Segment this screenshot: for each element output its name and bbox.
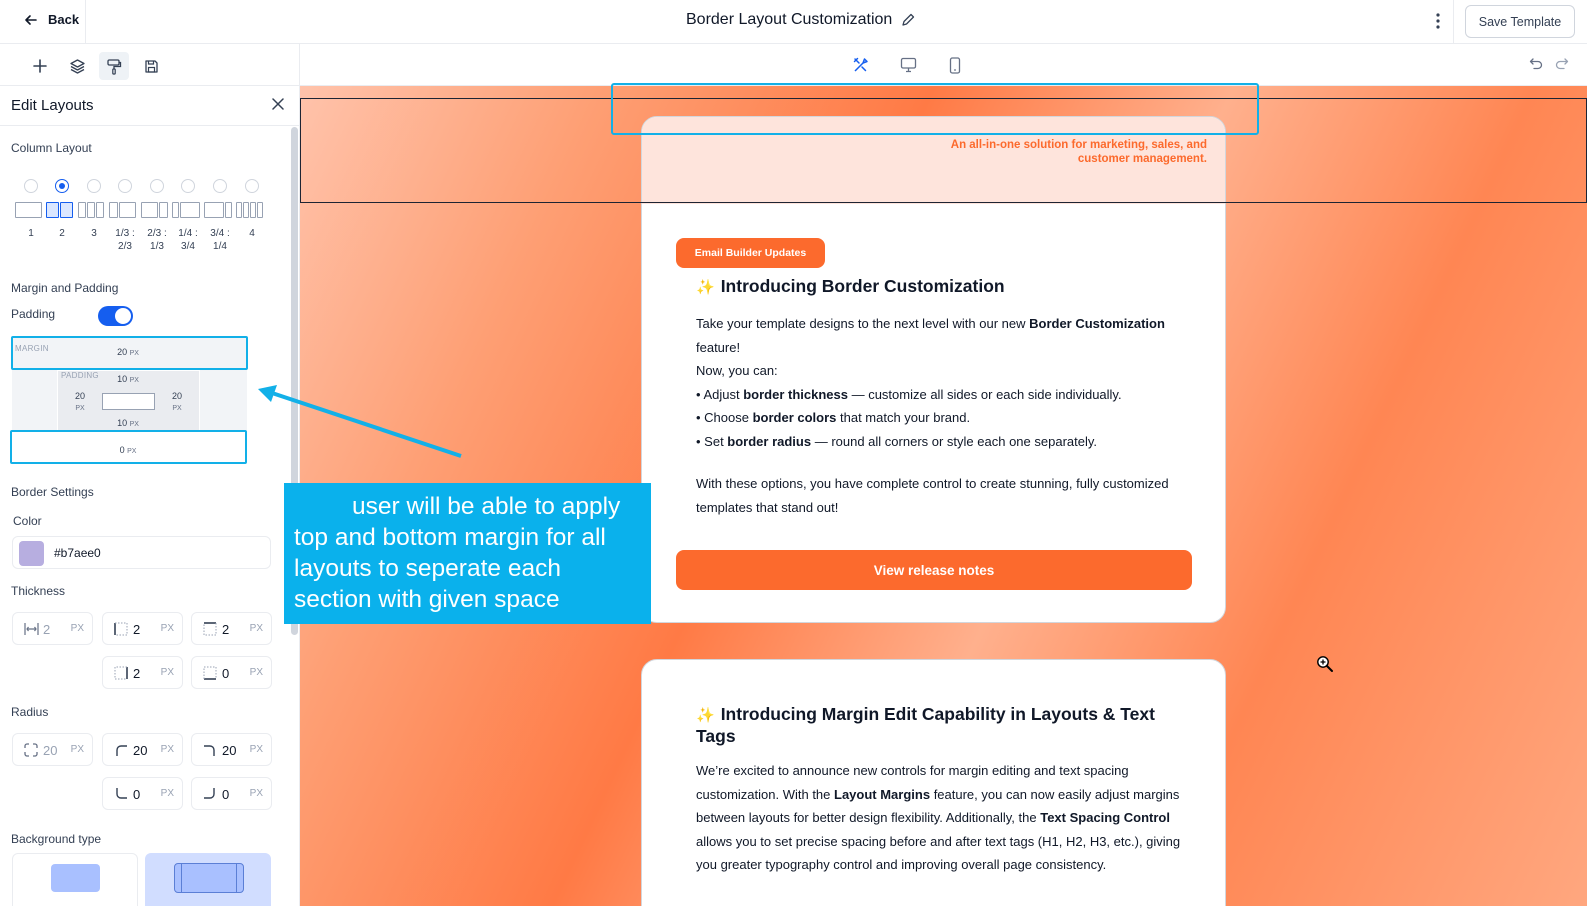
padding-top-value[interactable]: 10 PX xyxy=(117,374,139,384)
column-option-label: 2 xyxy=(59,228,65,239)
padding-right-value[interactable]: 20 PX xyxy=(171,391,182,412)
margin-padding-label: Margin and Padding xyxy=(11,281,119,295)
border-all-icon xyxy=(24,622,39,636)
page-title: Border Layout Customization xyxy=(686,11,893,28)
heading-margin: ✨ Introducing Margin Edit Capability in Layouts & Text Tags xyxy=(696,704,1155,746)
padding-toggle-label: Padding xyxy=(11,307,56,321)
column-option-4-radio[interactable] xyxy=(245,179,259,193)
updates-badge: Email Builder Updates xyxy=(676,238,825,268)
tagline-text: An all-in-one solution for marketing, sales, and customer management. xyxy=(950,139,1207,165)
panel-toolbar xyxy=(0,44,300,86)
padding-left-value[interactable]: 20 PX xyxy=(74,391,85,412)
column-option-label: 1/3 : 2/3 xyxy=(115,228,135,252)
margin-top-value[interactable]: 20 PX xyxy=(117,347,139,357)
view-release-notes-button[interactable]: View release notes xyxy=(676,550,1192,590)
column-option-1-3-2-3-radio[interactable] xyxy=(118,179,132,193)
edit-layouts-panel xyxy=(0,44,300,906)
column-option-label: 4 xyxy=(249,228,255,239)
margin-top-highlight xyxy=(11,336,248,370)
column-4-icon[interactable] xyxy=(236,202,263,218)
heading-border: ✨ Introducing Border Customization xyxy=(696,276,1005,296)
column-option-1-radio[interactable] xyxy=(24,179,38,193)
column-1-icon[interactable] xyxy=(15,202,42,218)
header-section[interactable] xyxy=(642,117,1225,204)
panel-header xyxy=(0,86,300,126)
background-type-solid[interactable] xyxy=(12,853,138,906)
content-swatch-icon xyxy=(174,863,244,893)
border-top-icon xyxy=(203,622,217,636)
kebab-icon[interactable] xyxy=(1436,12,1440,30)
padding-tag: PADDING xyxy=(61,371,99,380)
paint-roller-icon[interactable] xyxy=(99,52,129,80)
thickness-bottom-input[interactable]: 0 PX xyxy=(191,656,272,689)
annotation-callout: user will be able to apply top and bottom margin for all layouts to seperate each section with given space xyxy=(284,483,651,624)
arrow-left-icon xyxy=(24,13,38,27)
border-color-label: Color xyxy=(13,514,42,528)
radius-bottom-left-icon xyxy=(114,787,128,801)
column-2-icon[interactable] xyxy=(46,202,73,218)
email-card[interactable] xyxy=(641,659,1226,906)
column-option-label: 3/4 : 1/4 xyxy=(210,228,230,252)
border-left-icon xyxy=(114,622,128,636)
margin-bottom-value[interactable]: 0 PX xyxy=(119,445,137,455)
mobile-icon[interactable] xyxy=(944,54,966,76)
column-1-4-3-4-icon[interactable] xyxy=(172,202,200,218)
radius-top-left-input[interactable]: 20 PX xyxy=(102,733,183,766)
margin-bottom-highlight xyxy=(10,430,247,464)
sparkle-icon: ✨ xyxy=(696,279,715,296)
column-1-3-2-3-icon[interactable] xyxy=(109,202,136,218)
active-device-indicator xyxy=(852,83,869,85)
margin-paragraph: We’re excited to announce new controls for margin editing and text spacing customization. With the Layout Margins feature, you can now easily adjust margins between layouts for better design flexibility. Additionally, the Text Spacing Control allows you to set precise spacing before and after text tags (H1, H2, H3, etc.), giving you greater typography control and improving overall page consistency. xyxy=(696,763,1181,872)
plus-icon[interactable] xyxy=(25,52,55,80)
close-icon[interactable] xyxy=(272,98,284,110)
column-option-2-3-1-3-radio[interactable] xyxy=(150,179,164,193)
pencil-icon[interactable] xyxy=(900,12,916,28)
thickness-right-input[interactable]: 2 PX xyxy=(102,656,183,689)
column-layout-label: Column Layout xyxy=(11,141,92,155)
radius-top-right-icon xyxy=(203,743,217,757)
column-3-4-1-4-icon[interactable] xyxy=(204,202,232,218)
divider xyxy=(1453,0,1454,44)
radius-bottom-right-input[interactable]: 0 PX xyxy=(191,777,272,810)
panel-title: Edit Layouts xyxy=(11,97,94,114)
save-template-button[interactable]: Save Template xyxy=(1465,5,1575,38)
column-option-3-radio[interactable] xyxy=(87,179,101,193)
background-type-label: Background type xyxy=(11,832,102,846)
radius-all-icon xyxy=(24,743,38,757)
divider xyxy=(85,0,86,44)
column-option-label: 3 xyxy=(91,228,97,239)
thickness-label: Thickness xyxy=(11,584,66,598)
padding-toggle[interactable] xyxy=(98,306,133,326)
column-option-3-4-1-4-radio[interactable] xyxy=(213,179,227,193)
column-option-2-radio[interactable] xyxy=(55,179,69,193)
closing-paragraph: With these options, you have complete control to create stunning, fully customized templates that stand out! xyxy=(696,476,1169,515)
save-icon[interactable] xyxy=(136,52,166,80)
content-box xyxy=(102,393,155,410)
template-title xyxy=(686,11,916,29)
canvas-toolbar xyxy=(300,44,1587,86)
border-bottom-icon xyxy=(203,666,217,680)
column-3-icon[interactable] xyxy=(78,202,104,218)
color-swatch[interactable] xyxy=(19,541,44,566)
undo-icon[interactable] xyxy=(1529,57,1543,71)
padding-bottom-value[interactable]: 10 PX xyxy=(117,418,139,428)
tools-icon[interactable] xyxy=(850,54,872,76)
border-color-value: #b7aee0 xyxy=(54,546,101,560)
radius-bottom-right-icon xyxy=(203,787,217,801)
column-option-label: 1 xyxy=(28,228,34,239)
background-type-content[interactable] xyxy=(145,853,271,906)
solid-swatch-icon xyxy=(51,864,100,892)
layers-icon[interactable] xyxy=(62,52,92,80)
thickness-left-input[interactable]: 2 PX xyxy=(102,612,183,645)
thickness-all-input[interactable]: 2 PX xyxy=(12,612,93,645)
sparkle-icon: ✨ xyxy=(696,707,715,724)
border-right-icon xyxy=(114,666,128,680)
redo-icon[interactable] xyxy=(1555,57,1587,71)
radius-all-input[interactable]: 20 PX xyxy=(12,733,93,766)
column-2-3-1-3-icon[interactable] xyxy=(141,202,168,218)
top-bar xyxy=(0,0,1587,44)
column-option-label: 2/3 : 1/3 xyxy=(147,228,167,252)
back-label: Back xyxy=(48,12,80,27)
radius-label: Radius xyxy=(11,705,49,719)
email-card[interactable] xyxy=(641,116,1226,623)
border-color-input[interactable] xyxy=(12,536,271,569)
radius-top-left-icon xyxy=(114,743,128,757)
border-settings-label: Border Settings xyxy=(11,485,94,499)
intro-paragraph: Take your template designs to the next level with our new Border Customization feature! Now, you can: • Adjust border thickness — customize all sides or each side individually. • Choose border colors that match your brand. • Set border radius — round all corners or style each one separately. xyxy=(696,316,1165,449)
radius-bottom-left-input[interactable]: 0 PX xyxy=(102,777,183,810)
margin-tag: MARGIN xyxy=(15,344,49,353)
column-option-1-4-3-4-radio[interactable] xyxy=(181,179,195,193)
thickness-top-input[interactable]: 2 PX xyxy=(191,612,272,645)
column-option-label: 1/4 : 3/4 xyxy=(178,228,198,252)
back-button[interactable] xyxy=(24,12,79,27)
radius-top-right-input[interactable]: 20 PX xyxy=(191,733,272,766)
desktop-icon[interactable] xyxy=(897,54,919,76)
